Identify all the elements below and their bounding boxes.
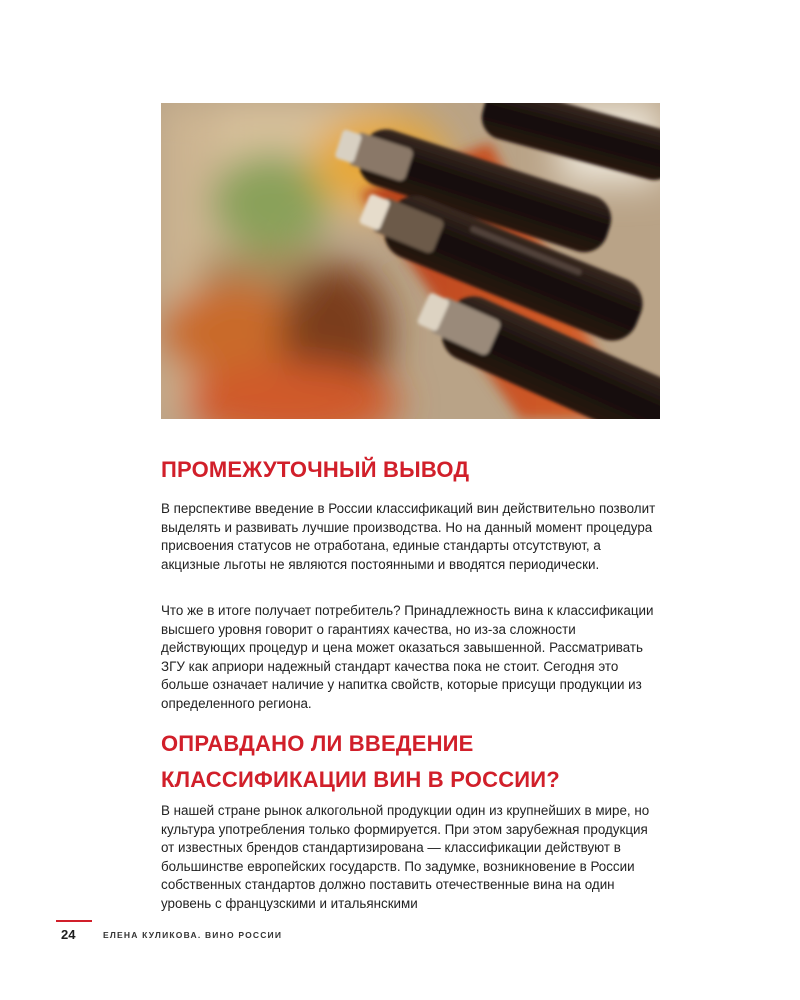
section-heading-interim-conclusion: ПРОМЕЖУТОЧНЫЙ ВЫВОД	[161, 457, 470, 482]
section-heading-classification-justified: ОПРАВДАНО ЛИ ВВЕДЕНИЕ КЛАССИФИКАЦИИ ВИН В РОССИИ?	[161, 731, 560, 792]
paragraph-interim-1: В перспективе введение в России классификаций вин действительно позволит выделять и развивать лучшие производства. Но на данный момент процедура присвоения статусов не отработана, единые стандарты отсутствуют, а акцизные льготы не являются постоянными и вводятся периодически.	[161, 501, 656, 572]
wine-bottles-photo	[161, 103, 660, 419]
wine-bottles-illustration	[161, 103, 660, 419]
footer-accent-rule	[56, 920, 92, 922]
paragraph-interim-2: Что же в итоге получает потребитель? Принадлежность вина к классификации высшего уровня говорит о гарантиях качества, но из-за сложности действующих процедур и цена может оказаться завышенной. Рассматривать ЗГУ как априори надежный стандарт качества пока не стоит. Сегодня это больше означает наличие у напитка свойств, которые присущи продукции из определенного региона.	[161, 603, 654, 711]
page-number: 24	[61, 927, 76, 942]
running-title: ЕЛЕНА КУЛИКОВА. ВИНО РОССИИ	[103, 930, 283, 940]
paragraph-classification-1: В нашей стране рынок алкогольной продукции один из крупнейших в мире, но культура употребления только формируется. При этом зарубежная продукция от известных брендов стандартизирована — классификации действуют в большинстве европейских государств. По задумке, возникновение в России собственных стандартов должно поставить отечественные вина на один уровень с французскими и итальянскими	[161, 803, 650, 911]
